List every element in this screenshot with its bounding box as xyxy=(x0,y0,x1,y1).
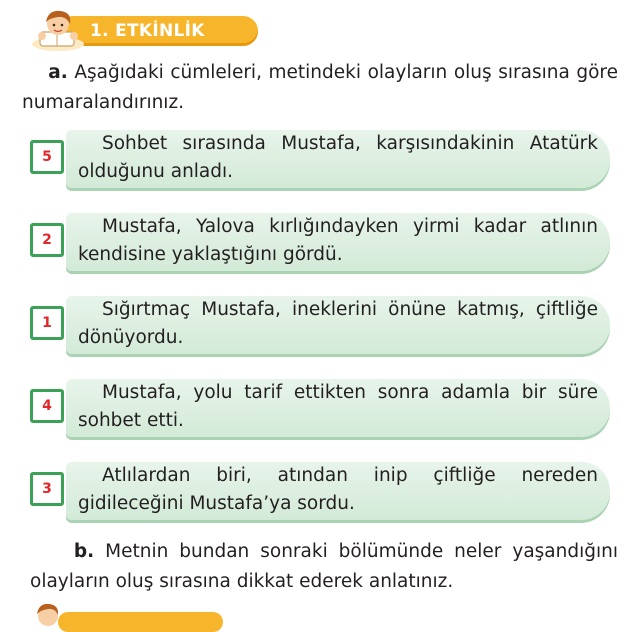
item-text: Sığırtmaç Mustafa, ineklerini önüne katmış, çiftliğe dönüyordu. xyxy=(78,299,598,348)
task-a-text: Aşağıdaki cümleleri, metindeki olayların oluş sırasına göre numaralandırınız. xyxy=(22,62,618,113)
task-b-instruction xyxy=(30,537,618,597)
order-number: 5 xyxy=(42,149,52,165)
list-item xyxy=(30,460,610,522)
item-text: Mustafa, Yalova kırlığındayken yirmi kadar atlının kendisine yaklaştığını gördü. xyxy=(78,216,598,265)
activity-header xyxy=(28,6,238,50)
order-number: 1 xyxy=(42,315,52,331)
next-activity-banner xyxy=(58,612,223,632)
item-text: Atlılardan biri, atından inip çiftliğe nereden gidileceğini Mustafa’ya sordu. xyxy=(78,465,598,514)
task-b-letter: b. xyxy=(73,541,95,562)
task-a-letter: a. xyxy=(48,62,68,83)
activity-title: 1. ETKİNLİK xyxy=(90,21,205,41)
order-number-box[interactable] xyxy=(30,223,64,257)
item-text: Mustafa, yolu tarif ettikten sonra adamla bir süre sohbet etti. xyxy=(78,382,598,431)
order-number-box[interactable] xyxy=(30,140,64,174)
order-number-box[interactable] xyxy=(30,472,64,506)
reading-child-icon xyxy=(28,6,88,52)
list-item xyxy=(30,211,610,273)
list-item xyxy=(30,128,610,190)
list-item xyxy=(30,377,610,439)
order-number: 3 xyxy=(42,481,52,497)
list-item xyxy=(30,294,610,356)
order-number-box[interactable] xyxy=(30,306,64,340)
task-a-instruction xyxy=(22,58,618,118)
order-number-box[interactable] xyxy=(30,389,64,423)
task-b-text: Metnin bundan sonraki bölümünde neler yaşandığını olayların oluş sırasına dikkat ederek anlatınız. xyxy=(30,541,618,592)
order-number: 4 xyxy=(42,398,52,414)
item-text: Sohbet sırasında Mustafa, karşısındakinin Atatürk olduğunu anladı. xyxy=(78,133,598,182)
order-number: 2 xyxy=(42,232,52,248)
